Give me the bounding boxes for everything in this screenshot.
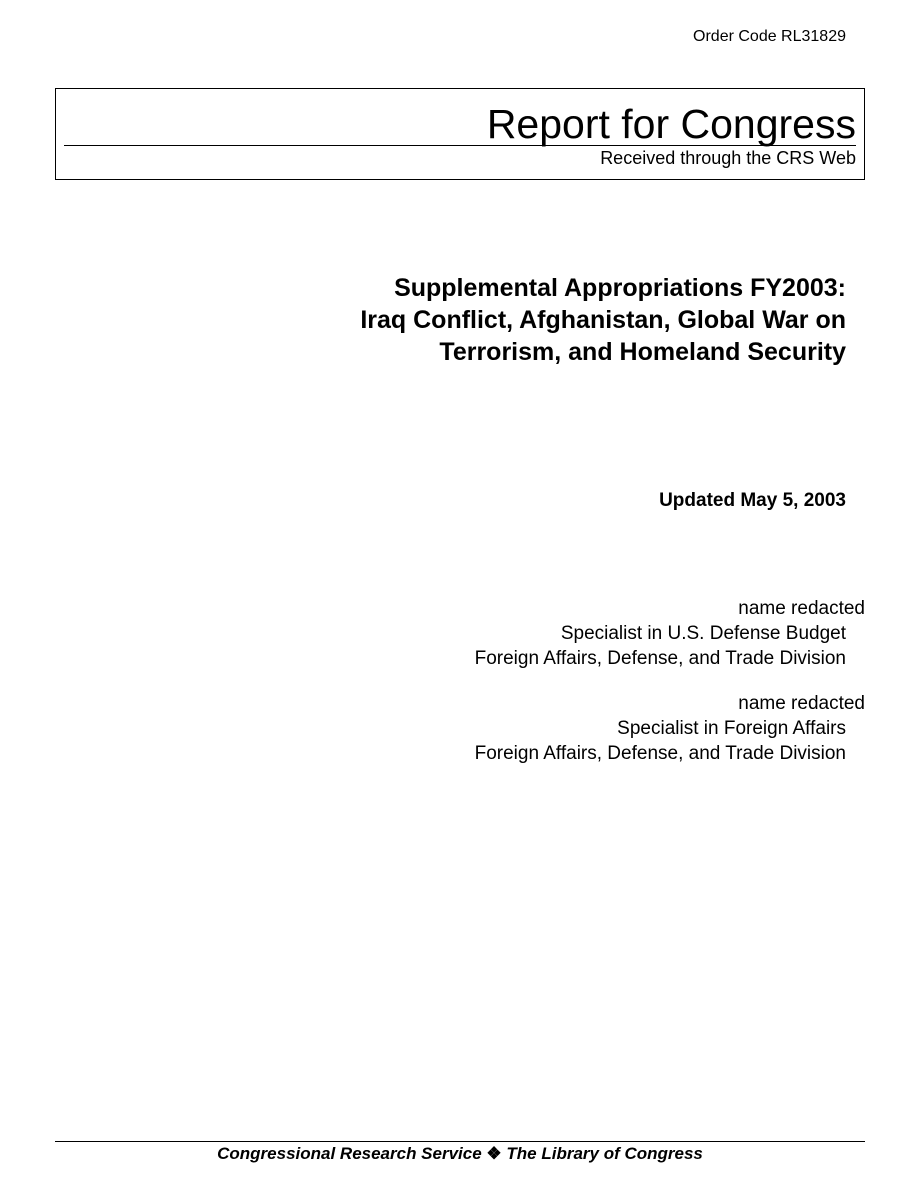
author-name: name redacted xyxy=(738,693,865,714)
header-title: Report for Congress xyxy=(486,101,856,147)
footer xyxy=(0,1143,920,1165)
footer-divider xyxy=(55,1141,865,1142)
updated-date: Updated May 5, 2003 xyxy=(659,490,846,511)
author-title: Specialist in U.S. Defense Budget xyxy=(560,623,846,644)
footer-library: The Library of Congress xyxy=(506,1144,703,1163)
footer-organization: Congressional Research Service xyxy=(217,1144,482,1163)
author-name: name redacted xyxy=(738,598,865,619)
author-title: Specialist in Foreign Affairs xyxy=(617,718,846,739)
report-title xyxy=(206,272,846,368)
report-title-line: Supplemental Appropriations FY2003: xyxy=(394,274,846,302)
author-division: Foreign Affairs, Defense, and Trade Division xyxy=(474,743,846,764)
report-title-line: Terrorism, and Homeland Security xyxy=(439,338,846,366)
header-divider xyxy=(64,145,856,146)
diamond-icon: ❖ xyxy=(486,1144,502,1163)
report-title-line: Iraq Conflict, Afghanistan, Global War on xyxy=(360,306,846,334)
author-division: Foreign Affairs, Defense, and Trade Division xyxy=(474,648,846,669)
order-code: Order Code RL31829 xyxy=(693,28,846,45)
header-subtitle: Received through the CRS Web xyxy=(600,148,856,168)
